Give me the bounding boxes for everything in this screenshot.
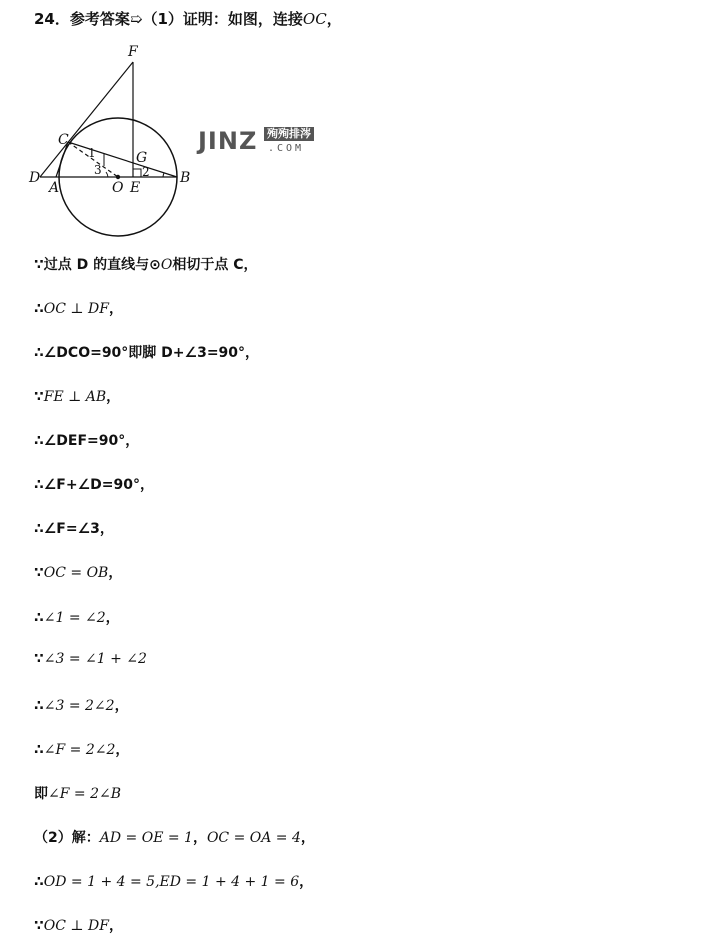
right-angle-mark: [133, 169, 141, 177]
tangent-df: [40, 62, 133, 177]
problem-number: 24．参考答案: [34, 10, 130, 28]
label-a: A: [49, 180, 60, 196]
proof-line: ∴∠DEF=90°，: [34, 433, 140, 449]
proof-line: ∴OC ⊥ DF，: [34, 301, 123, 317]
label-e: E: [130, 180, 141, 196]
point-o: [116, 175, 120, 179]
proof-line: ∴OD = 1 + 4 = 5,ED = 1 + 4 + 1 = 6，: [34, 874, 314, 890]
proof-line: （2）解：AD = OE = 1，OC = OA = 4，: [34, 830, 315, 846]
watermark-cn: 殉殉排涔: [264, 127, 314, 141]
proof-line: ∵OC ⊥ DF，: [34, 918, 123, 934]
proof-line: ∴∠F = 2∠2，: [34, 742, 130, 758]
label-angle-1: 1: [88, 146, 96, 160]
line-cb: [68, 142, 177, 177]
arrow-icon: ➯: [129, 10, 143, 28]
label-angle-2: 2: [142, 165, 150, 179]
proof-line: ∴∠F+∠D=90°，: [34, 477, 154, 493]
label-o: O: [112, 180, 124, 196]
proof-line: ∴∠F=∠3，: [34, 521, 114, 537]
label-d: D: [29, 170, 41, 186]
proof-line: ∴∠DCO=90°即脚 D+∠3=90°，: [34, 345, 260, 361]
part-one-intro: （1）证明：如图，连接: [142, 10, 303, 28]
label-angle-3: 3: [94, 163, 102, 177]
heading-math: OC: [302, 10, 327, 28]
problem-heading: 24．参考答案➯（1）证明：如图，连接OC，: [34, 10, 342, 28]
proof-line: 即∠F = 2∠B: [34, 786, 122, 802]
proof-line: ∴∠1 = ∠2，: [34, 610, 120, 626]
label-b: B: [180, 170, 191, 186]
label-f: F: [128, 44, 138, 60]
watermark-brand: JINZ: [198, 127, 258, 155]
watermark-logo: [198, 127, 322, 157]
proof-line: ∵OC = OB，: [34, 565, 123, 581]
proof-line: ∵过点 D 的直线与⊙O相切于点 C，: [34, 257, 258, 273]
watermark-com: .COM: [268, 143, 305, 154]
label-g: G: [136, 150, 148, 166]
proof-line: ∵FE ⊥ AB，: [34, 389, 121, 405]
geometry-figure: [26, 42, 226, 237]
proof-line: ∴∠3 = 2∠2，: [34, 698, 129, 714]
label-c: C: [58, 132, 69, 148]
proof-line: ∵∠3 = ∠1 + ∠2: [34, 651, 147, 667]
